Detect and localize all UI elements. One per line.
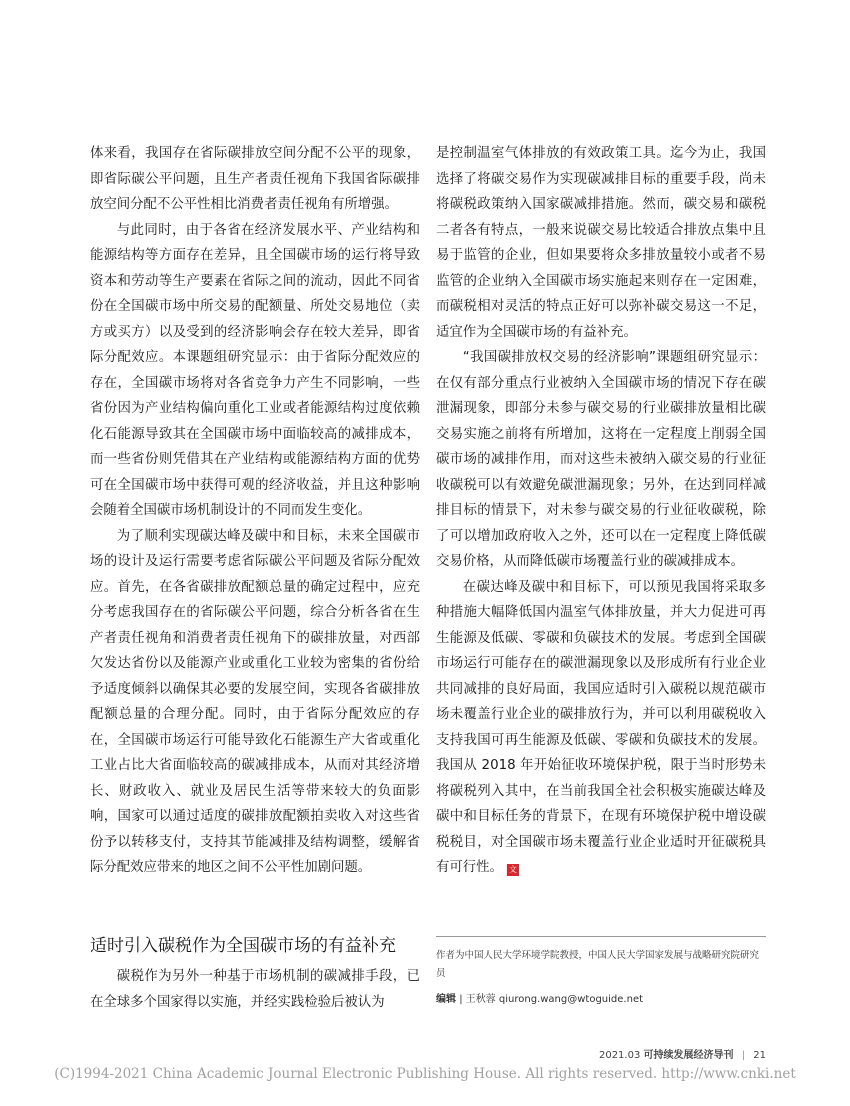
editor-label: 编辑 bbox=[436, 994, 456, 1005]
right-paragraph-3 bbox=[436, 575, 766, 881]
editor-info: | 王秋蓉 qiurong.wang@wtoguide.net bbox=[459, 994, 644, 1005]
page-footer bbox=[599, 1048, 766, 1064]
editor-credit bbox=[436, 992, 766, 1008]
copyright-watermark: (C)1994-2021 China Academic Journal Electronic Publishing House. All rights reserved. http://www.cnki.net bbox=[54, 1066, 796, 1082]
author-divider bbox=[436, 936, 766, 937]
author-note: 作者为中国人民大学环境学院教授，中国人民大学国家发展与战略研究院研究员 bbox=[436, 950, 760, 979]
left-after-heading bbox=[90, 964, 420, 1015]
right-paragraph-3-text: 在碳达峰及碳中和目标下，可以预见我国将采取多种措施大幅降低国内温室气体排放量，并大力促进可再生能源及低碳、零碳和负碳技术的发展。考虑到全国碳市场运行可能存在的碳泄漏现象以及形成所有行业企业共同减排的良好局面，我国应适时引入碳税以规范碳市场未覆盖行业企业的碳排放行为，并可以利用碳税收入支持我国可再生能源及低碳、零碳和负碳技术的发展。我国从 2018 年开始征收环境保护税，限于当时形势未将碳税列入其中，在当前我国全社会积极实施碳达峰及碳中和目标任务的背景下，在现有环境保护税中增设碳税税目，对全国碳市场未覆盖行业企业适时开征碳税具有可行性。 bbox=[436, 579, 766, 875]
left-paragraph-4: 碳税作为另外一种基于市场机制的碳减排手段，已在全球多个国家得以实施，并经实践检验后被认为 bbox=[90, 969, 420, 1010]
right-column bbox=[436, 141, 766, 881]
page-number: 21 bbox=[753, 1050, 766, 1061]
right-paragraph-2: “我国碳排放权交易的经济影响”课题组研究显示：在仅有部分重点行业被纳入全国碳市场的情况下存在碳泄漏现象，即部分未参与碳交易的行业碳排放量相比碳交易实施之前将有所增加，这将在一定程度上削弱全国碳市场的减排作用，而对这些未被纳入碳交易的行业征收碳税可以有效避免碳泄漏现象；另外，在达到同样减排目标的情景下，对未参与碳交易的行业征收碳税，除了可以增加政府收入之外，还可以在一定程度上降低碳交易价格，从而降低碳市场覆盖行业的碳减排成本。 bbox=[436, 350, 766, 569]
end-mark-icon: 文 bbox=[508, 865, 517, 874]
footer-journal: 可持续发展经济导刊 bbox=[643, 1050, 734, 1061]
left-paragraph-1: 体来看，我国存在省际碳排放空间分配不公平的现象，即省际碳公平问题，且生产者责任视角下我国省际碳排放空间分配不公平性相比消费者责任视角有所增强。 bbox=[90, 146, 420, 212]
section-heading: 适时引入碳税作为全国碳市场的有益补充 bbox=[90, 936, 396, 956]
left-paragraph-3: 为了顺利实现碳达峰及碳中和目标，未来全国碳市场的设计及运行需要考虑省际碳公平问题及省际分配效应。首先，在各省碳排放配额总量的确定过程中，应充分考虑我国存在的省际碳公平问题，综合分析各省在生产者责任视角和消费者责任视角下的碳排放量，对西部欠发达省份以及能源产业或重化工业较为密集的省份给予适度倾斜以确保其必要的发展空间，实现各省碳排放配额总量的合理分配。同时，由于省际分配效应的存在，全国碳市场运行可能导致化石能源生产大省或重化工业占比大省面临较高的碳减排成本，从而对其经济增长、财政收入、就业及居民生活等带来较大的负面影响，国家可以通过适度的碳排放配额拍卖收入对这些省份予以转移支付，支持其节能减排及结构调整，缓解省际分配效应带来的地区之间不公平性加剧问题。 bbox=[90, 528, 420, 875]
right-paragraph-1: 是控制温室气体排放的有效政策工具。迄今为止，我国选择了将碳交易作为实现碳减排目标的重要手段，尚未将碳税政策纳入国家碳减排措施。然而，碳交易和碳税二者各有特点，一般来说碳交易比较适合排放点集中且易于监管的企业，但如果要将众多排放量较小或者不易监管的企业纳入全国碳市场实施起来则存在一定困难，而碳税相对灵活的特点正好可以弥补碳交易这一不足，适宜作为全国碳市场的有益补充。 bbox=[436, 146, 766, 340]
footer-issue: 2021.03 bbox=[598, 1050, 641, 1061]
left-paragraph-2: 与此同时，由于各省在经济发展水平、产业结构和能源结构等方面存在差异，且全国碳市场的运行将导致资本和劳动等生产要素在省际之间的流动，因此不同省份在全国碳市场中所交易的配额量、所处交易地位（卖方或买方）以及受到的经济影响会存在较大差异，即省际分配效应。本课题组研究显示：由于省际分配效应的存在，全国碳市场将对各省竞争力产生不同影响，一些省份因为产业结构偏向重化工业或者能源结构过度依赖化石能源导致其在全国碳市场中面临较高的减排成本，而一些省份则凭借其在产业结构或能源结构方面的优势可在全国碳市场中获得可观的经济收益，并且这种影响会随着全国碳市场机制设计的不同而发生变化。 bbox=[90, 222, 420, 518]
left-column bbox=[90, 141, 420, 881]
footer-separator: | bbox=[741, 1050, 746, 1061]
